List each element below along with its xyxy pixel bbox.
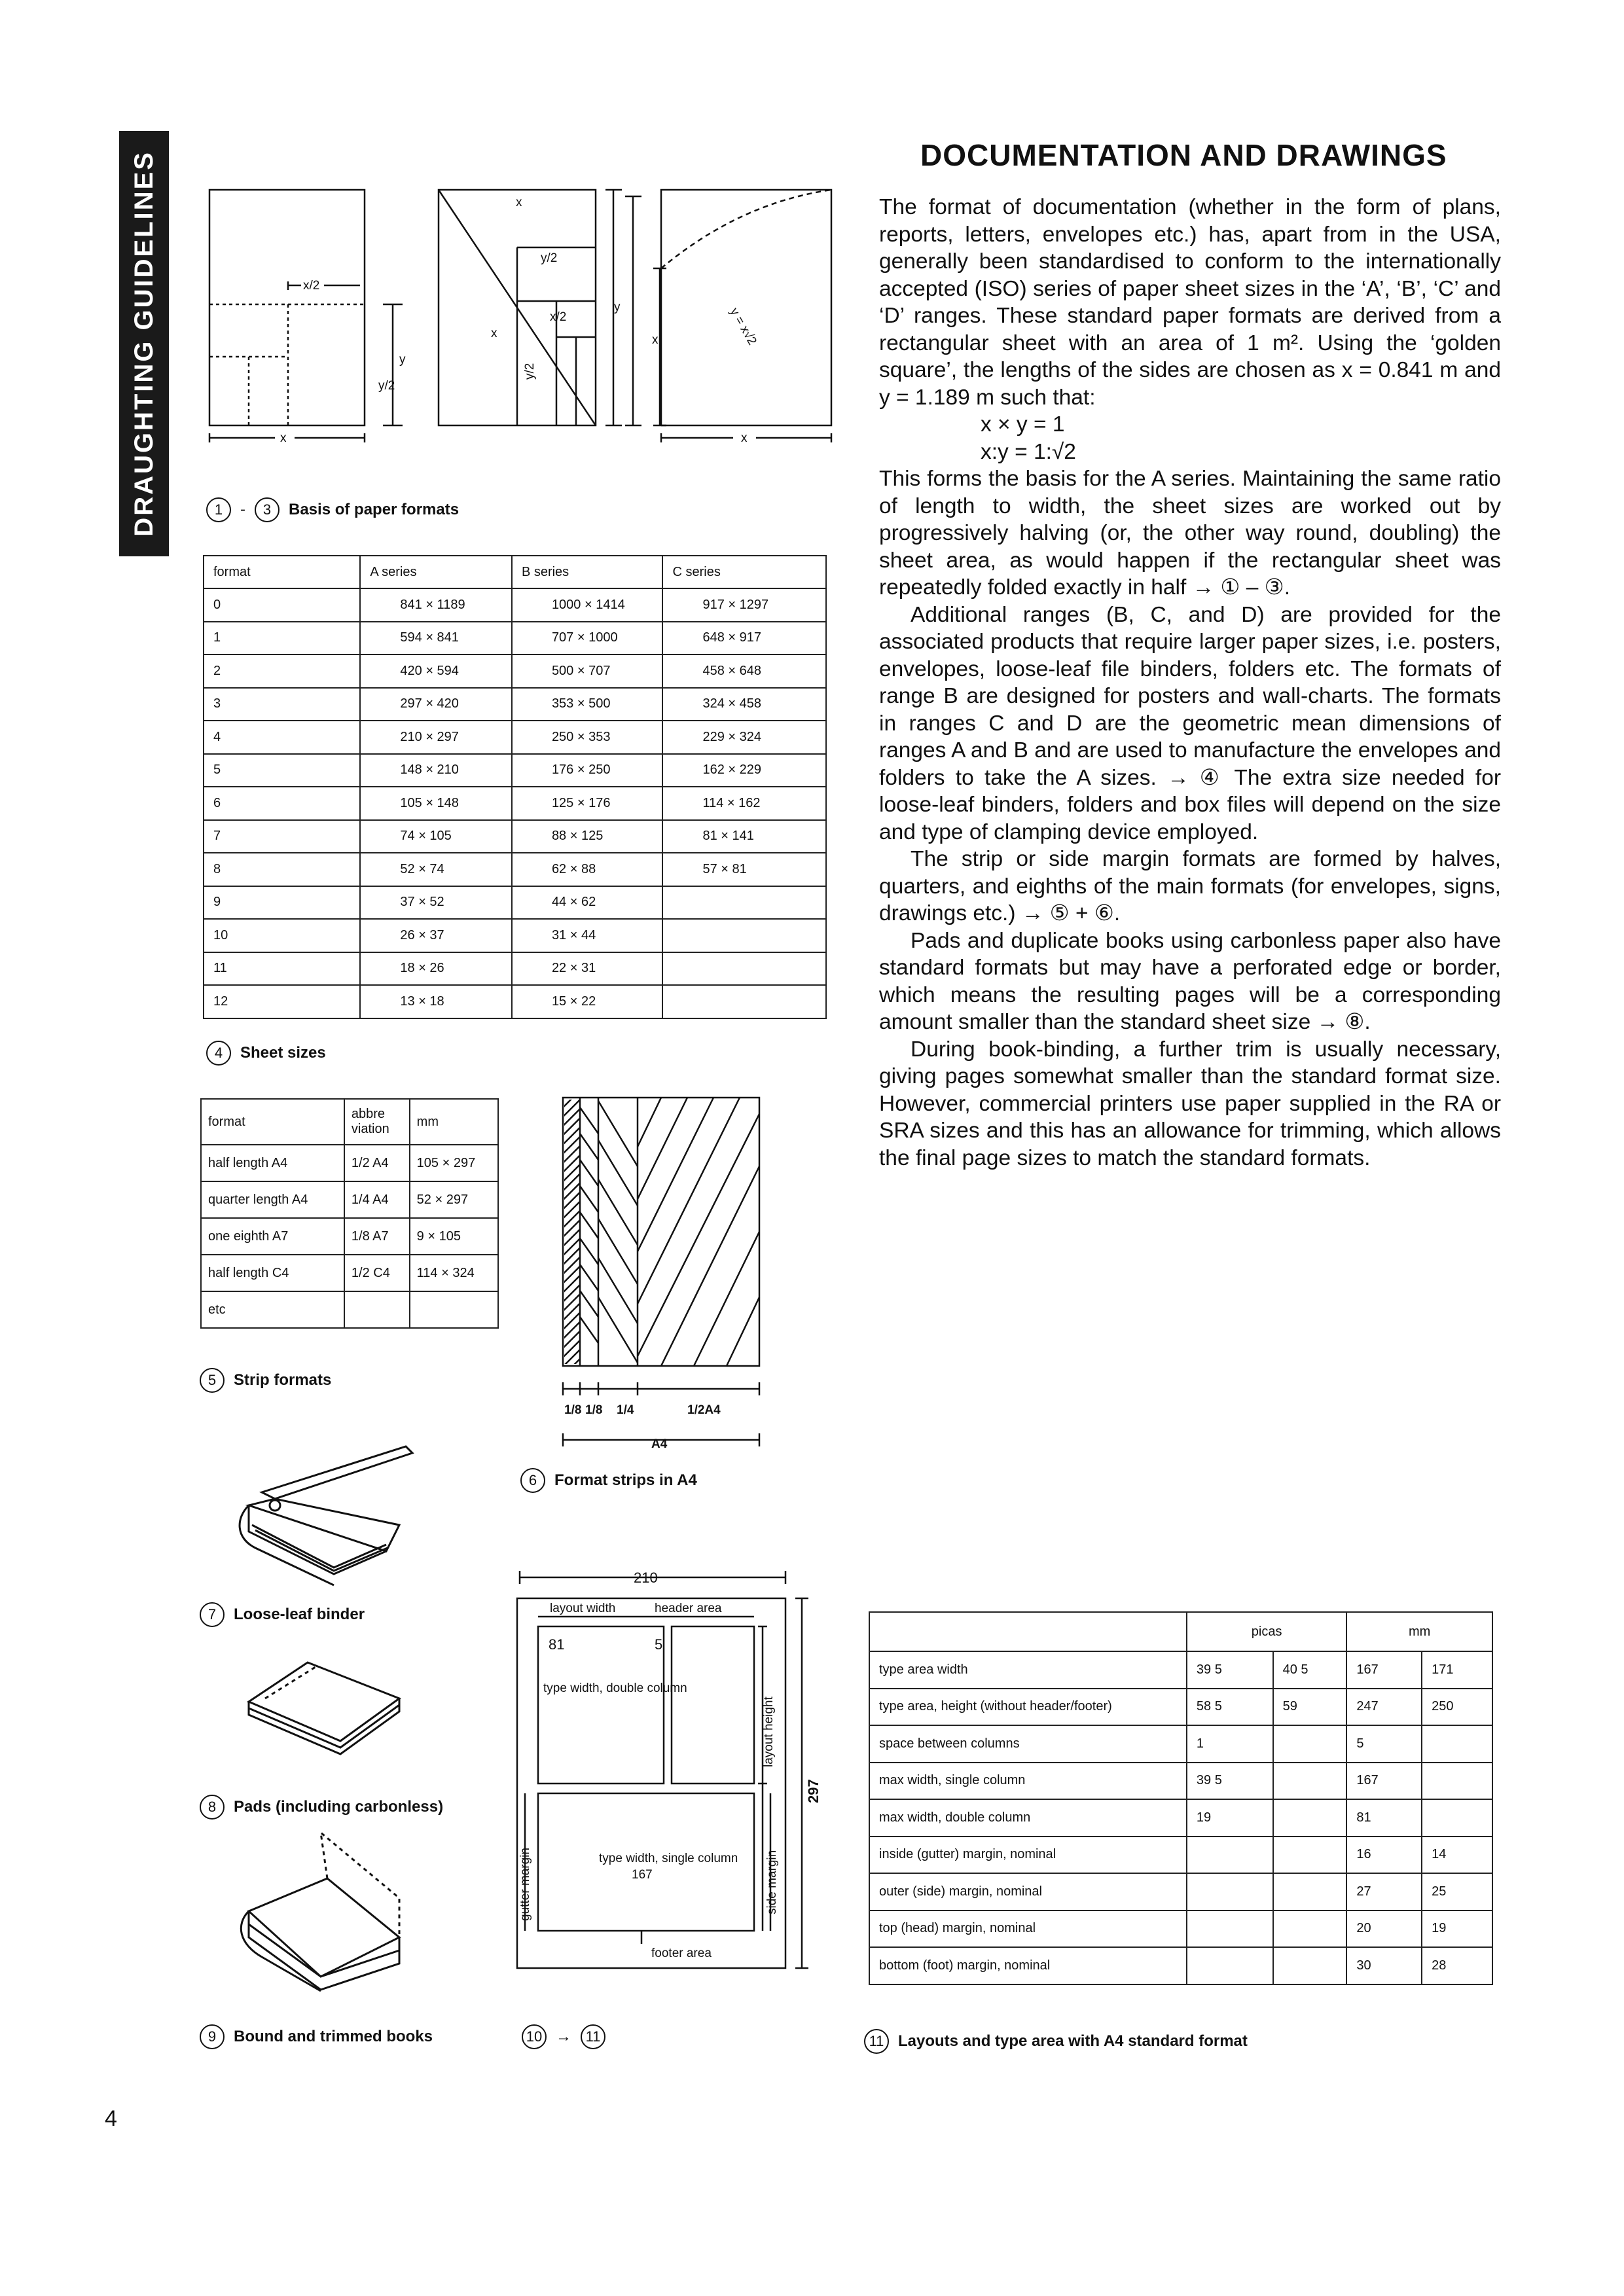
header-cell: mm: [410, 1099, 498, 1145]
table-cell: [662, 985, 826, 1018]
caption-fig8: [200, 1795, 443, 1820]
table-cell: 2: [204, 655, 360, 688]
fig2-label-x-top: x: [516, 196, 522, 209]
table-cell: 0: [204, 588, 360, 622]
table-cell: 18 × 26: [360, 952, 512, 986]
fig10-height: 297: [805, 1779, 821, 1803]
table-row: [204, 622, 826, 655]
table-cell: 167: [1346, 1763, 1422, 1800]
table-header-row: [869, 1612, 1492, 1651]
table-cell: 1/2 A4: [344, 1145, 410, 1181]
header-cell: B series: [512, 556, 663, 588]
table-cell: 88 × 125: [512, 820, 663, 853]
table-cell: 19: [1187, 1799, 1273, 1837]
fig9-caption-text: Bound and trimmed books: [234, 2028, 433, 2045]
fig10-header-area: header area: [655, 1602, 722, 1615]
table-cell: half length A4: [201, 1145, 344, 1181]
fig10-number: 10: [522, 2024, 547, 2049]
table-cell: 167: [1346, 1651, 1422, 1689]
table-cell: 27: [1346, 1873, 1422, 1910]
table-cell: 1/4 A4: [344, 1181, 410, 1218]
table-cell: 81: [1346, 1799, 1422, 1837]
fig7-caption-text: Loose-leaf binder: [234, 1605, 365, 1623]
table-cell: 3: [204, 688, 360, 721]
header-cell: format: [201, 1099, 344, 1145]
table-row: [869, 1725, 1492, 1763]
table-cell: 74 × 105: [360, 820, 512, 853]
header-cell-picas: picas: [1187, 1612, 1346, 1651]
table-cell: [344, 1291, 410, 1328]
table-cell: 648 × 917: [662, 622, 826, 655]
table-cell: type area, height (without header/footer): [869, 1689, 1187, 1726]
table-cell: 707 × 1000: [512, 622, 663, 655]
fig2-label-y: y: [614, 300, 621, 314]
table-cell: 57 × 81: [662, 853, 826, 886]
fig10-gutter-margin: gutter margin: [518, 1848, 532, 1921]
table-cell: 7: [204, 820, 360, 853]
fig1-label-x: x: [280, 431, 287, 445]
header-cell-mm: mm: [1346, 1612, 1492, 1651]
table-cell: [410, 1291, 498, 1328]
pads-illustration: [236, 1649, 406, 1767]
table-cell: [1422, 1763, 1492, 1800]
table-cell: 176 × 250: [512, 754, 663, 787]
fig4-number: 4: [206, 1041, 231, 1066]
fig11-caption-text: Layouts and type area with A4 standard format: [898, 2032, 1248, 2050]
fig6-scale-3: 1/4: [617, 1403, 634, 1417]
header-cell: A series: [360, 556, 512, 588]
table-cell: 1: [1187, 1725, 1273, 1763]
table-cell: 594 × 841: [360, 622, 512, 655]
fig1-label-x2: x/2: [303, 279, 320, 293]
table-cell: 171: [1422, 1651, 1492, 1689]
fig1-label-y2: y/2: [378, 379, 395, 393]
table-cell: 37 × 52: [360, 886, 512, 920]
fig3-label-x-left: x: [652, 333, 659, 347]
table-cell: 16: [1346, 1837, 1422, 1874]
table-cell: 59: [1273, 1689, 1347, 1726]
fig2-label-x2: x/2: [550, 310, 567, 324]
table-cell: 148 × 210: [360, 754, 512, 787]
table-cell: 12: [204, 985, 360, 1018]
table-cell: 62 × 88: [512, 853, 663, 886]
table-cell: [1422, 1725, 1492, 1763]
table-cell: 250 × 353: [512, 721, 663, 754]
paragraph-5: Pads and duplicate books using carbonless paper also have standard formats but may have a perforated edge or border, which means the resulting pages will be a corresponding amount smaller than the standard sheet size → ⑧.: [879, 928, 1501, 1034]
table-cell: 114 × 324: [410, 1255, 498, 1291]
sidebar-banner: [119, 131, 169, 556]
table-cell: [1273, 1873, 1347, 1910]
table-cell: half length C4: [201, 1255, 344, 1291]
table-cell: 1/2 C4: [344, 1255, 410, 1291]
table-row: [204, 853, 826, 886]
table-cell: bottom (foot) margin, nominal: [869, 1947, 1187, 1984]
sidebar-text: DRAUGHTING GUIDELINES: [129, 151, 158, 537]
equation-2: x:y = 1:√2: [981, 439, 1076, 464]
fig10-w167: 167: [632, 1868, 653, 1882]
table-row: [869, 1651, 1492, 1689]
fig10-layout-height: layout height: [762, 1696, 776, 1767]
table-cell: 14: [1422, 1837, 1492, 1874]
table-cell: one eighth A7: [201, 1218, 344, 1255]
table-header-row: [201, 1099, 498, 1145]
table-cell: 22 × 31: [512, 952, 663, 986]
table-cell: 10: [204, 919, 360, 952]
fig3-label-ydivx: y = x√2: [727, 306, 759, 348]
table-cell: 917 × 1297: [662, 588, 826, 622]
table-cell: 353 × 500: [512, 688, 663, 721]
fig4-caption-text: Sheet sizes: [240, 1044, 326, 1062]
header-empty-cell: [869, 1612, 1187, 1651]
page-number: 4: [105, 2106, 117, 2131]
fig10-layout-width: layout width: [550, 1602, 616, 1615]
table-cell: 20: [1346, 1910, 1422, 1948]
caption-fig11: [864, 2029, 1248, 2054]
table-row: [204, 588, 826, 622]
fig3-label-x-bottom: x: [741, 431, 748, 445]
table-row: [204, 886, 826, 920]
table-row: [204, 820, 826, 853]
table-cell: 30: [1346, 1947, 1422, 1984]
table-cell: [1422, 1799, 1492, 1837]
table-cell: [662, 886, 826, 920]
caption-fig7: [200, 1602, 365, 1627]
table-cell: 19: [1422, 1910, 1492, 1948]
table-cell: [1273, 1725, 1347, 1763]
fig6-scale-4: 1/2A4: [687, 1403, 721, 1417]
caption-fig6: [520, 1468, 697, 1493]
table-cell: [1273, 1763, 1347, 1800]
table-cell: [1187, 1873, 1273, 1910]
table-cell: 31 × 44: [512, 919, 663, 952]
fig1-number: 1: [206, 497, 231, 522]
table-cell: 500 × 707: [512, 655, 663, 688]
a4-layout-diagram: [511, 1564, 838, 1996]
table-cell: 1/8 A7: [344, 1218, 410, 1255]
table-row: [869, 1910, 1492, 1948]
table-row: [201, 1291, 498, 1328]
table-cell: 39 5: [1187, 1651, 1273, 1689]
table-cell: etc: [201, 1291, 344, 1328]
table-cell: type area width: [869, 1651, 1187, 1689]
body-text: [879, 194, 1501, 1172]
table-cell: 4: [204, 721, 360, 754]
table-cell: 39 5: [1187, 1763, 1273, 1800]
table-cell: 9: [204, 886, 360, 920]
fig10-col-81: 81: [549, 1636, 565, 1653]
table-row: [869, 1763, 1492, 1800]
fig10-footer-area: footer area: [651, 1946, 712, 1960]
table-row: [201, 1145, 498, 1181]
fig6-scale-2: 1/8: [585, 1403, 603, 1417]
table-cell: [662, 952, 826, 986]
table-row: [204, 952, 826, 986]
caption-arrow: →: [556, 2028, 571, 2045]
table-cell: 458 × 648: [662, 655, 826, 688]
table-cell: 26 × 37: [360, 919, 512, 952]
table-cell: 58 5: [1187, 1689, 1273, 1726]
table-cell: [1273, 1799, 1347, 1837]
table-cell: 250: [1422, 1689, 1492, 1726]
table-row: [204, 919, 826, 952]
table-row: [201, 1218, 498, 1255]
table-cell: 1000 × 1414: [512, 588, 663, 622]
fig6-width-label: A4: [651, 1437, 668, 1451]
table-row: [869, 1947, 1492, 1984]
fig10-type-width-single: type width, single column: [599, 1852, 738, 1865]
paragraph-1: The format of documentation (whether in the form of plans, reports, letters, envelopes etc.) has, apart from in the USA, generally been standardised to conform to the internationally accepted (ISO) series of paper sheet sizes in the ‘A’, ‘B’, ‘C’ and ‘D’ ranges. These standard paper formats are derived from a rectangular sheet with an area of 1 m². Using the ‘golden square’, the lengths of the sides are chosen as x = 0.841 m and y = 1.189 m such that:: [879, 195, 1501, 410]
caption-fig1-3: [206, 497, 459, 522]
fig8-caption-text: Pads (including carbonless): [234, 1798, 444, 1816]
table-cell: 28: [1422, 1947, 1492, 1984]
fig10-type-width-double: type width, double column: [543, 1681, 687, 1695]
caption-fig9: [200, 2024, 433, 2049]
table-row: [201, 1181, 498, 1218]
table-row: [869, 1837, 1492, 1874]
table-row: [204, 688, 826, 721]
caption-fig4: [206, 1041, 326, 1066]
fig2-label-y2-vert: y/2: [523, 363, 537, 380]
table-cell: 5: [204, 754, 360, 787]
sheet-sizes-table: [203, 555, 827, 1019]
caption-fig5: [200, 1368, 331, 1393]
caption-fig10: [522, 2024, 605, 2049]
table-row: [204, 655, 826, 688]
table-cell: 125 × 176: [512, 787, 663, 820]
fig11-number: 11: [864, 2029, 889, 2054]
table-cell: 324 × 458: [662, 688, 826, 721]
fig5-caption-text: Strip formats: [234, 1371, 332, 1389]
strip-formats-table: [200, 1098, 499, 1329]
table-cell: 8: [204, 853, 360, 886]
fig1-3-caption-text: Basis of paper formats: [289, 501, 460, 518]
table-cell: 105 × 148: [360, 787, 512, 820]
fig10-side-margin: side margin: [765, 1850, 779, 1914]
loose-leaf-binder-illustration: [236, 1433, 419, 1590]
table-cell: 52 × 74: [360, 853, 512, 886]
table-row: [869, 1799, 1492, 1837]
table-cell: 11: [204, 952, 360, 986]
table-cell: 9 × 105: [410, 1218, 498, 1255]
bound-books-illustration: [229, 1826, 425, 1996]
table-row: [869, 1689, 1492, 1726]
fig6-number: 6: [520, 1468, 545, 1493]
table-cell: inside (gutter) margin, nominal: [869, 1837, 1187, 1874]
table-header-row: [204, 556, 826, 588]
fig1-label-y: y: [399, 353, 406, 367]
fig10-gap-5: 5: [655, 1636, 663, 1653]
fig11-ref-number: 11: [581, 2024, 605, 2049]
fig2-label-y2: y/2: [541, 251, 558, 265]
table-cell: 229 × 324: [662, 721, 826, 754]
table-cell: [1273, 1910, 1347, 1948]
paragraph-4: The strip or side margin formats are formed by halves, quarters, and eighths of the main formats (for envelopes, signs, drawings etc.) → ⑤ + ⑥.: [879, 847, 1501, 925]
table-cell: [1187, 1947, 1273, 1984]
table-cell: 210 × 297: [360, 721, 512, 754]
table-cell: max width, single column: [869, 1763, 1187, 1800]
table-cell: 5: [1346, 1725, 1422, 1763]
fig10-width: 210: [634, 1570, 658, 1586]
table-cell: 105 × 297: [410, 1145, 498, 1181]
header-cell: format: [204, 556, 360, 588]
equation-1: x × y = 1: [981, 412, 1065, 437]
table-row: [869, 1873, 1492, 1910]
table-row: [204, 754, 826, 787]
fig6-scale-1: 1/8: [564, 1403, 582, 1417]
table-cell: 247: [1346, 1689, 1422, 1726]
table-cell: [1187, 1837, 1273, 1874]
fig9-number: 9: [200, 2024, 225, 2049]
fig3-number: 3: [255, 497, 280, 522]
table-cell: 420 × 594: [360, 655, 512, 688]
table-row: [204, 721, 826, 754]
fig8-number: 8: [200, 1795, 225, 1820]
table-cell: 841 × 1189: [360, 588, 512, 622]
table-row: [204, 787, 826, 820]
table-cell: 6: [204, 787, 360, 820]
table-cell: 40 5: [1273, 1651, 1347, 1689]
paper-format-diagram: [203, 183, 838, 458]
table-cell: 52 × 297: [410, 1181, 498, 1218]
header-cell: abbre viation: [344, 1099, 410, 1145]
header-cell: C series: [662, 556, 826, 588]
table-cell: 13 × 18: [360, 985, 512, 1018]
caption-dash: -: [240, 501, 245, 518]
format-strips-diagram: [556, 1094, 766, 1451]
page-title: DOCUMENTATION AND DRAWINGS: [920, 138, 1447, 172]
layouts-table: [869, 1611, 1493, 1985]
paragraph-6: During book-binding, a further trim is usually necessary, giving pages somewhat smaller than the standard format size. However, commercial printers use paper supplied in the RA or SRA sizes and this has an allowance for trimming, which allows the final page sizes to match the standard formats.: [879, 1037, 1501, 1170]
table-row: [201, 1255, 498, 1291]
fig6-caption-text: Format strips in A4: [554, 1471, 697, 1489]
paragraph-2: This forms the basis for the A series. Maintaining the same ratio of length to width, the sheet sizes are worked out by progressively halving (or, the other way round, doubling) the sheet area, as would happen if the rectangular sheet was repeatedly folded exactly in half → ① – ③.: [879, 467, 1501, 600]
table-cell: 162 × 229: [662, 754, 826, 787]
table-cell: max width, double column: [869, 1799, 1187, 1837]
table-cell: 81 × 141: [662, 820, 826, 853]
paragraph-3: Additional ranges (B, C, and D) are provided for the associated products that require larger paper sizes, i.e. posters, envelopes, loose-leaf file binders, folders etc. The formats of range B are designed for posters and wall-charts. The formats in ranges C and D are the geometric mean dimensions of ranges A and B and are used to manufacture the envelopes and folders to take the A sizes. → ④ The extra size needed for loose-leaf binders, folders and box files will depend on the size and type of clamping device employed.: [879, 602, 1501, 844]
table-cell: 44 × 62: [512, 886, 663, 920]
table-cell: [1273, 1947, 1347, 1984]
table-cell: outer (side) margin, nominal: [869, 1873, 1187, 1910]
table-cell: 1: [204, 622, 360, 655]
table-cell: 25: [1422, 1873, 1492, 1910]
fig5-number: 5: [200, 1368, 225, 1393]
table-cell: space between columns: [869, 1725, 1187, 1763]
table-cell: [1273, 1837, 1347, 1874]
table-cell: [1187, 1910, 1273, 1948]
fig2-label-x-left: x: [491, 327, 497, 340]
fig7-number: 7: [200, 1602, 225, 1627]
table-cell: 15 × 22: [512, 985, 663, 1018]
table-cell: quarter length A4: [201, 1181, 344, 1218]
table-cell: 297 × 420: [360, 688, 512, 721]
table-cell: top (head) margin, nominal: [869, 1910, 1187, 1948]
table-row: [204, 985, 826, 1018]
table-cell: [662, 919, 826, 952]
table-cell: 114 × 162: [662, 787, 826, 820]
